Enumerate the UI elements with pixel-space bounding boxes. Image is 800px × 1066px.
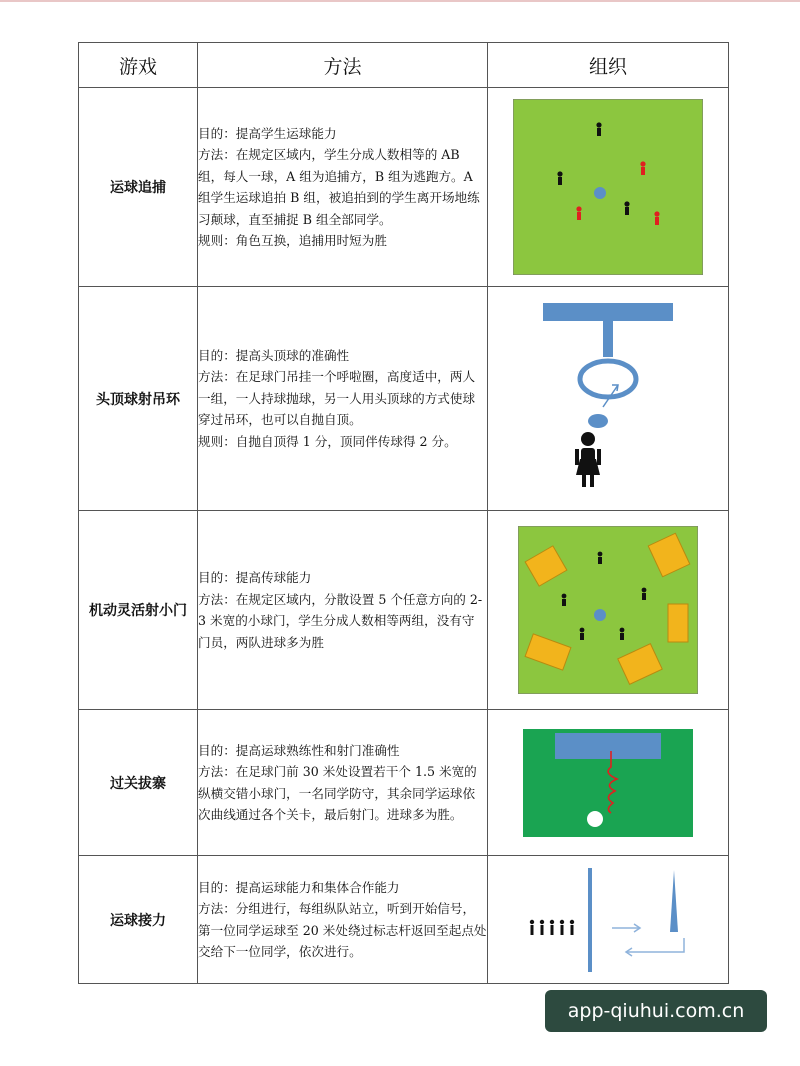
player-figure — [575, 432, 601, 487]
header-method: 方法 — [198, 43, 488, 88]
game-name: 机动灵活射小门 — [79, 511, 198, 710]
header-organization: 组织 — [488, 43, 729, 88]
marker-pole — [670, 870, 678, 932]
header-hoop-diagram — [508, 299, 708, 499]
game-name: 运球追捕 — [79, 88, 198, 287]
organization-diagram-cell — [488, 856, 729, 984]
method-line: 方法：在足球门吊挂一个呼啦圈，高度适中，两人一组，一人持球抛球，另一人用头顶球的方式使球穿过吊环，也可以自抛自顶。 — [198, 369, 476, 428]
watermark-badge: app-qiuhui.com.cn — [545, 990, 767, 1032]
chase-field-diagram — [513, 99, 703, 275]
goal-crossbar — [543, 303, 673, 321]
hoop — [580, 361, 636, 397]
start-line — [588, 868, 592, 972]
games-table — [78, 42, 729, 984]
method-line: 方法：在足球门前 30 米处设置若干个 1.5 米宽的纵横交错小球门，一名同学防守，其余同学运球依次曲线通过各个关卡，最后射门。进球多为胜。 — [198, 764, 477, 822]
organization-diagram-cell — [488, 287, 729, 511]
table-row — [79, 710, 729, 856]
organization-diagram-cell — [488, 88, 729, 287]
table-row — [79, 88, 729, 287]
hoop-hanger — [603, 321, 613, 357]
ball — [594, 187, 606, 199]
method-line: 目的：提高运球能力和集体合作能力 — [198, 879, 400, 895]
ball — [587, 811, 603, 827]
goal — [555, 733, 661, 759]
game-name: 过关拔寨 — [79, 710, 198, 856]
organization-diagram-cell — [488, 710, 729, 856]
method-line: 方法：分组进行，每组纵队站立，听到开始信号，第一位同学运球至 20 米处绕过标志杆返回至起点处交给下一位同学，依次进行。 — [198, 901, 487, 959]
table-row — [79, 287, 729, 511]
method-line: 规则：自抛自顶得 1 分，顶同伴传球得 2 分。 — [198, 433, 457, 449]
top-border-line — [0, 0, 800, 2]
player-queue-group — [530, 919, 574, 934]
method-line: 规则：角色互换，追捕用时短为胜 — [198, 233, 387, 248]
method-line: 方法：在规定区域内，学生分成人数相等的 AB 组，每人一球，A 组为追捕方，B 组为逃跑方。A 组学生运球追拍 B 组，被追拍到的学生离开场地练习颠球，直至捕捉 B 组全部同学。 — [198, 147, 480, 227]
table-header-row — [79, 43, 729, 88]
header-game: 游戏 — [79, 43, 198, 88]
method-text — [198, 511, 488, 710]
table-row — [79, 511, 729, 710]
game-name: 运球接力 — [79, 856, 198, 984]
method-text — [198, 88, 488, 287]
dribble-through-gates-diagram — [523, 729, 693, 837]
relay-diagram — [508, 864, 708, 976]
method-line: 方法：在规定区域内，分散设置 5 个任意方向的 2-3 米宽的小球门，学生分成人数相等两组，没有守门员，两队进球多为胜 — [198, 591, 483, 650]
ball — [588, 414, 608, 428]
field — [513, 99, 703, 275]
small-goals-diagram — [518, 526, 698, 694]
game-name: 头顶球射吊环 — [79, 287, 198, 511]
method-line: 目的：提高学生运球能力 — [198, 125, 337, 141]
organization-diagram-cell — [488, 511, 729, 710]
method-text — [198, 287, 488, 511]
table-row — [79, 856, 729, 984]
ball — [594, 609, 606, 621]
method-line: 目的：提高传球能力 — [198, 570, 312, 585]
method-line: 目的：提高头顶球的准确性 — [198, 347, 350, 363]
method-text — [198, 856, 488, 984]
method-text — [198, 710, 488, 856]
method-line: 目的：提高运球熟练性和射门准确性 — [198, 742, 400, 758]
